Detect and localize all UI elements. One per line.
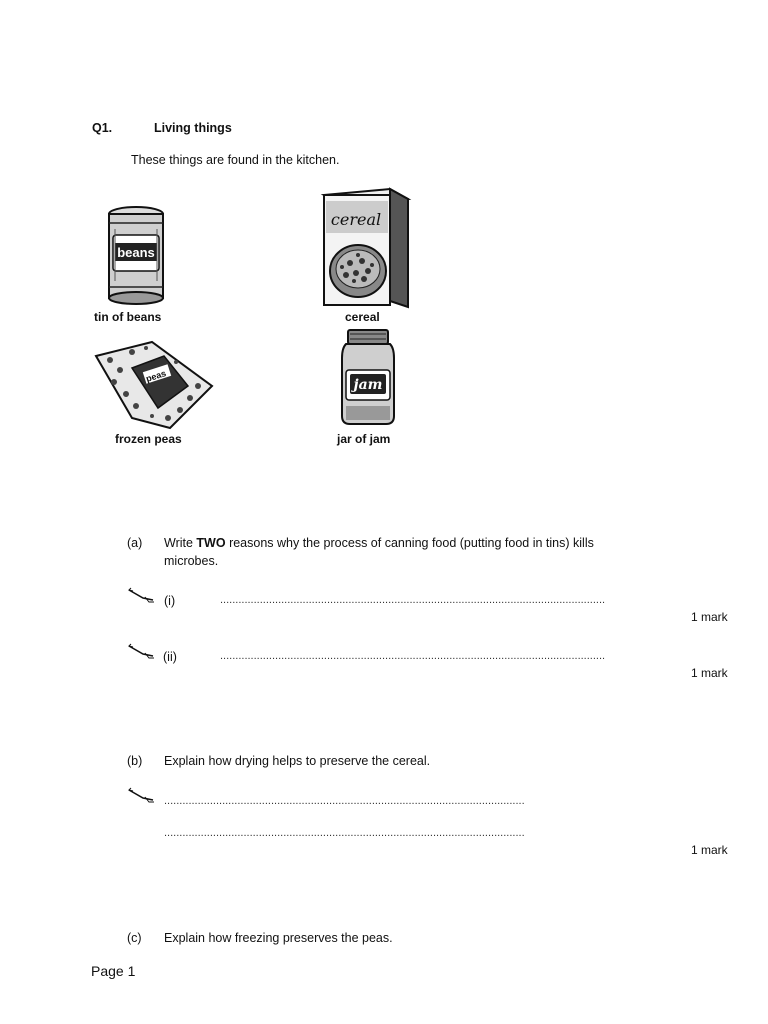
pencil-icon — [127, 586, 157, 606]
part-c-question: Explain how freezing preserves the peas. — [164, 931, 393, 945]
mark-a-i: 1 mark — [691, 610, 728, 624]
jar-of-jam-image — [338, 328, 398, 428]
frozen-peas-label: frozen peas — [115, 432, 182, 446]
mark-b: 1 mark — [691, 843, 728, 857]
part-b-label: (b) — [127, 754, 143, 768]
part-c-label: (c) — [127, 931, 142, 945]
answer-line-b-2[interactable]: ...................................................................................................................... — [164, 827, 525, 839]
jar-of-jam-label: jar of jam — [337, 432, 391, 446]
page-number: Page 1 — [91, 963, 136, 979]
part-a-sub-i: (i) — [164, 594, 176, 608]
question-number: Q1. — [92, 121, 113, 135]
jar-label-text: jam — [353, 377, 383, 393]
question-intro: These things are found in the kitchen. — [131, 153, 340, 167]
tin-of-beans-image — [105, 205, 167, 305]
part-a-label: (a) — [127, 536, 143, 550]
cereal-box-text: cereal — [330, 210, 382, 229]
tin-label-text: beans — [117, 245, 155, 260]
part-a-question: Write TWO reasons why the process of canning food (putting food in tins) kills — [164, 536, 594, 550]
part-a-question-line2: microbes. — [164, 554, 219, 568]
answer-line-b-1[interactable]: ...................................................................................................................... — [164, 795, 525, 807]
frozen-peas-image — [92, 338, 216, 430]
part-a-sub-ii: (ii) — [163, 650, 177, 664]
question-title: Living things — [154, 121, 232, 135]
peas-bag-text: peas — [144, 368, 168, 384]
pencil-icon — [127, 642, 157, 662]
tin-of-beans-label: tin of beans — [94, 310, 162, 324]
answer-line-a-i[interactable]: .............................................................................................................................. — [220, 594, 606, 606]
cereal-label: cereal — [345, 310, 380, 324]
part-b-question: Explain how drying helps to preserve the cereal. — [164, 754, 431, 768]
answer-line-a-ii[interactable]: .............................................................................................................................. — [220, 650, 606, 662]
cereal-box-image — [318, 185, 414, 311]
pencil-icon — [127, 786, 157, 806]
mark-a-ii: 1 mark — [691, 666, 728, 680]
